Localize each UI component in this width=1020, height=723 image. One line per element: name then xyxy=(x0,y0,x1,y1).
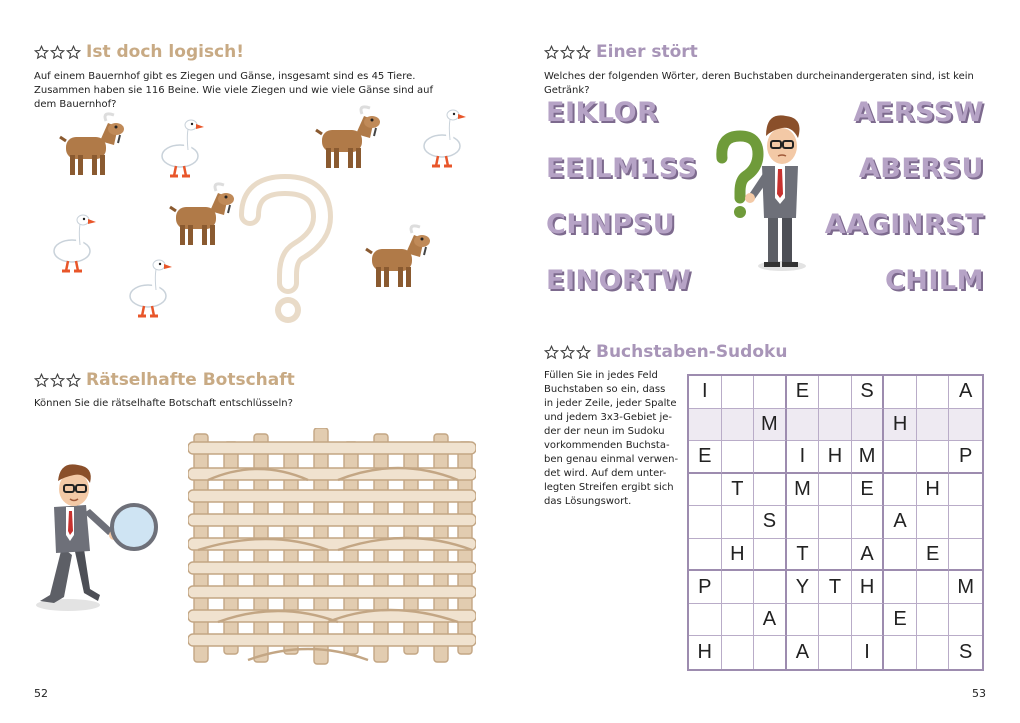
puzzle1-title: Ist doch logisch! xyxy=(86,42,244,62)
sudoku-cell[interactable] xyxy=(884,441,917,474)
sudoku-cell[interactable]: E xyxy=(884,604,917,637)
sudoku-cell[interactable]: E xyxy=(917,539,950,572)
sudoku-cell[interactable]: S xyxy=(959,641,973,664)
puzzle4-text-line: Füllen Sie in jedes Feld xyxy=(544,370,658,381)
sudoku-cell[interactable]: H xyxy=(689,636,722,669)
sudoku-cell[interactable] xyxy=(787,604,820,637)
sudoku-cell[interactable]: A xyxy=(754,604,787,637)
sudoku-cell[interactable] xyxy=(722,409,755,442)
star-outline-icon xyxy=(66,45,81,60)
sudoku-cell[interactable] xyxy=(917,409,950,442)
sudoku-cell[interactable] xyxy=(819,474,852,507)
sudoku-cell[interactable] xyxy=(787,409,820,442)
puzzle4-text-line: der der neun im Sudoku xyxy=(544,426,665,437)
sudoku-cell[interactable]: M xyxy=(787,474,820,507)
sudoku-cell[interactable]: E xyxy=(689,441,722,474)
sudoku-cell[interactable] xyxy=(722,636,755,669)
sudoku-cell[interactable] xyxy=(754,441,787,474)
puzzle1-illustration xyxy=(40,105,480,330)
sudoku-cell[interactable] xyxy=(819,636,852,669)
sudoku-cell[interactable] xyxy=(852,604,885,637)
star-outline-icon xyxy=(34,373,49,388)
businessman-magnifier-icon xyxy=(28,455,168,615)
sudoku-cell[interactable] xyxy=(787,506,820,539)
sudoku-cell[interactable] xyxy=(754,571,787,604)
scrambled-word: AERSSW xyxy=(853,97,984,128)
sudoku-cell[interactable] xyxy=(689,474,722,507)
sudoku-cell[interactable] xyxy=(949,604,982,637)
sudoku-cell[interactable] xyxy=(754,474,787,507)
sudoku-cell[interactable] xyxy=(722,441,755,474)
sudoku-cell[interactable]: P xyxy=(949,441,982,474)
puzzle1-text: Auf einem Bauernhof gibt es Ziegen und Gänse, insgesamt sind es 45 Tiere. Zusammen haben sie 116 Beine. Wie viele Ziegen und wie viele Gänse sind auf dem Bauernhof? xyxy=(34,71,433,110)
sudoku-cell[interactable]: P xyxy=(689,571,722,604)
sudoku-cell[interactable] xyxy=(949,506,982,539)
sudoku-cell[interactable] xyxy=(949,409,982,442)
scrambled-word: ABERSU xyxy=(858,153,984,184)
puzzle1-header xyxy=(34,42,244,62)
sudoku-cell[interactable] xyxy=(754,636,787,669)
sudoku-cell[interactable]: S xyxy=(852,376,885,409)
sudoku-cell[interactable]: T xyxy=(722,474,755,507)
sudoku-cell[interactable] xyxy=(852,409,885,442)
sudoku-cell[interactable] xyxy=(754,539,787,572)
puzzle3-text: Welches der folgenden Wörter, deren Buchstaben durcheinandergeraten sind, ist kein Getränk? xyxy=(544,71,974,96)
rating-stars xyxy=(544,45,592,60)
puzzle3-header xyxy=(544,42,698,62)
puzzle4-text xyxy=(544,369,684,509)
puzzle4-text-line: legten Streifen ergibt sich xyxy=(544,482,674,493)
sudoku-cell[interactable]: H xyxy=(884,409,917,442)
sudoku-cell[interactable]: A xyxy=(852,539,885,572)
sudoku-cell[interactable]: S xyxy=(754,506,787,539)
sudoku-cell[interactable]: H xyxy=(722,539,755,572)
sudoku-cell[interactable] xyxy=(949,474,982,507)
scrambled-word: EINORTW xyxy=(546,265,692,296)
scrambled-word: CHILM xyxy=(884,265,984,296)
puzzle4-text-line: in jeder Zeile, jeder Spalte xyxy=(544,398,677,409)
star-outline-icon xyxy=(560,345,575,360)
sudoku-cell[interactable] xyxy=(689,539,722,572)
sudoku-cell[interactable]: Y xyxy=(787,571,820,604)
puzzle3-title: Einer stört xyxy=(596,42,698,62)
sudoku-cell[interactable]: T xyxy=(819,571,852,604)
puzzle4-text-line: Buchstaben so ein, dass xyxy=(544,384,666,395)
goose-icon xyxy=(162,120,204,176)
star-outline-icon xyxy=(576,345,591,360)
rating-stars xyxy=(34,45,82,60)
sudoku-cell[interactable]: T xyxy=(787,539,820,572)
sudoku-cell[interactable]: H xyxy=(917,474,950,507)
sudoku-cell[interactable]: M xyxy=(754,409,787,442)
goat-icon xyxy=(170,184,234,245)
sudoku-cell[interactable] xyxy=(884,539,917,572)
goose-icon xyxy=(54,215,96,271)
goat-icon xyxy=(366,226,430,287)
sudoku-cell[interactable]: A xyxy=(884,506,917,539)
sudoku-cell[interactable] xyxy=(917,376,950,409)
rating-stars xyxy=(34,373,82,388)
sudoku-cell[interactable] xyxy=(819,376,852,409)
sudoku-cell[interactable] xyxy=(819,506,852,539)
puzzle4-header xyxy=(544,342,787,362)
letter-sudoku-grid xyxy=(687,374,984,671)
sudoku-cell[interactable] xyxy=(917,506,950,539)
sudoku-cell[interactable] xyxy=(917,571,950,604)
puzzle4-text-line: vorkommenden Buchsta- xyxy=(544,440,670,451)
page-number-left: 52 xyxy=(34,687,48,700)
sudoku-cell[interactable] xyxy=(852,506,885,539)
businessman-question-icon xyxy=(712,106,822,272)
star-outline-icon xyxy=(576,45,591,60)
sudoku-cell[interactable] xyxy=(722,506,755,539)
sudoku-cell[interactable] xyxy=(819,409,852,442)
sudoku-cell[interactable]: H xyxy=(852,571,885,604)
sudoku-cell[interactable]: I xyxy=(787,441,820,474)
star-outline-icon xyxy=(34,45,49,60)
star-outline-icon xyxy=(560,45,575,60)
goose-icon xyxy=(424,110,466,166)
sudoku-cell[interactable] xyxy=(917,441,950,474)
puzzle4-title: Buchstaben-Sudoku xyxy=(596,342,788,362)
question-mark-icon xyxy=(250,185,322,323)
sudoku-cell[interactable] xyxy=(917,604,950,637)
sudoku-cell[interactable] xyxy=(819,539,852,572)
scrambled-word: EEILM1SS xyxy=(546,153,698,184)
puzzle4-text-line: ben genau einmal verwen- xyxy=(544,454,679,465)
sudoku-cell[interactable] xyxy=(884,636,917,669)
star-outline-icon xyxy=(50,373,65,388)
scrambled-word: EIKLOR xyxy=(546,97,659,128)
rating-stars xyxy=(544,345,592,360)
sudoku-cell[interactable] xyxy=(722,604,755,637)
star-outline-icon xyxy=(66,373,81,388)
page-number-right: 53 xyxy=(972,687,986,700)
puzzle4-text-line: das Lösungswort. xyxy=(544,496,632,507)
goat-icon xyxy=(316,107,380,168)
sudoku-cell[interactable] xyxy=(722,571,755,604)
sudoku-cell[interactable]: A xyxy=(949,376,982,409)
sudoku-cell[interactable] xyxy=(884,474,917,507)
scrambled-word: CHNPSU xyxy=(546,209,676,240)
sudoku-cell[interactable] xyxy=(884,571,917,604)
puzzle2-title: Rätselhafte Botschaft xyxy=(86,370,295,390)
sudoku-cell[interactable] xyxy=(754,376,787,409)
sudoku-cell[interactable]: E xyxy=(852,474,885,507)
sudoku-cell[interactable]: I xyxy=(852,636,885,669)
sudoku-cell[interactable] xyxy=(689,604,722,637)
sudoku-cell[interactable]: A xyxy=(787,636,820,669)
sudoku-cell[interactable]: I xyxy=(689,376,722,409)
sudoku-cell[interactable] xyxy=(689,506,722,539)
sudoku-cell[interactable]: H xyxy=(819,441,852,474)
goat-icon xyxy=(60,114,124,175)
sudoku-cell[interactable] xyxy=(949,539,982,572)
sudoku-cell[interactable] xyxy=(917,636,950,669)
sudoku-cell[interactable] xyxy=(819,604,852,637)
sudoku-cell[interactable]: M xyxy=(852,441,885,474)
puzzle2-secret-message-pattern xyxy=(188,428,476,668)
puzzle2-header xyxy=(34,370,295,390)
sudoku-cell[interactable]: E xyxy=(787,376,820,409)
star-outline-icon xyxy=(544,45,559,60)
scrambled-word: AAGINRST xyxy=(824,209,984,240)
puzzle2-text: Können Sie die rätselhafte Botschaft entschlüsseln? xyxy=(34,398,293,409)
goose-icon xyxy=(130,260,172,316)
sudoku-cell[interactable] xyxy=(689,409,722,442)
star-outline-icon xyxy=(50,45,65,60)
sudoku-cell[interactable] xyxy=(884,376,917,409)
sudoku-cell[interactable] xyxy=(722,376,755,409)
puzzle4-text-line: und jedem 3x3-Gebiet je- xyxy=(544,412,672,423)
puzzle4-text-line: det wird. Auf dem unter- xyxy=(544,468,667,479)
star-outline-icon xyxy=(544,345,559,360)
sudoku-cell[interactable]: M xyxy=(949,571,982,604)
